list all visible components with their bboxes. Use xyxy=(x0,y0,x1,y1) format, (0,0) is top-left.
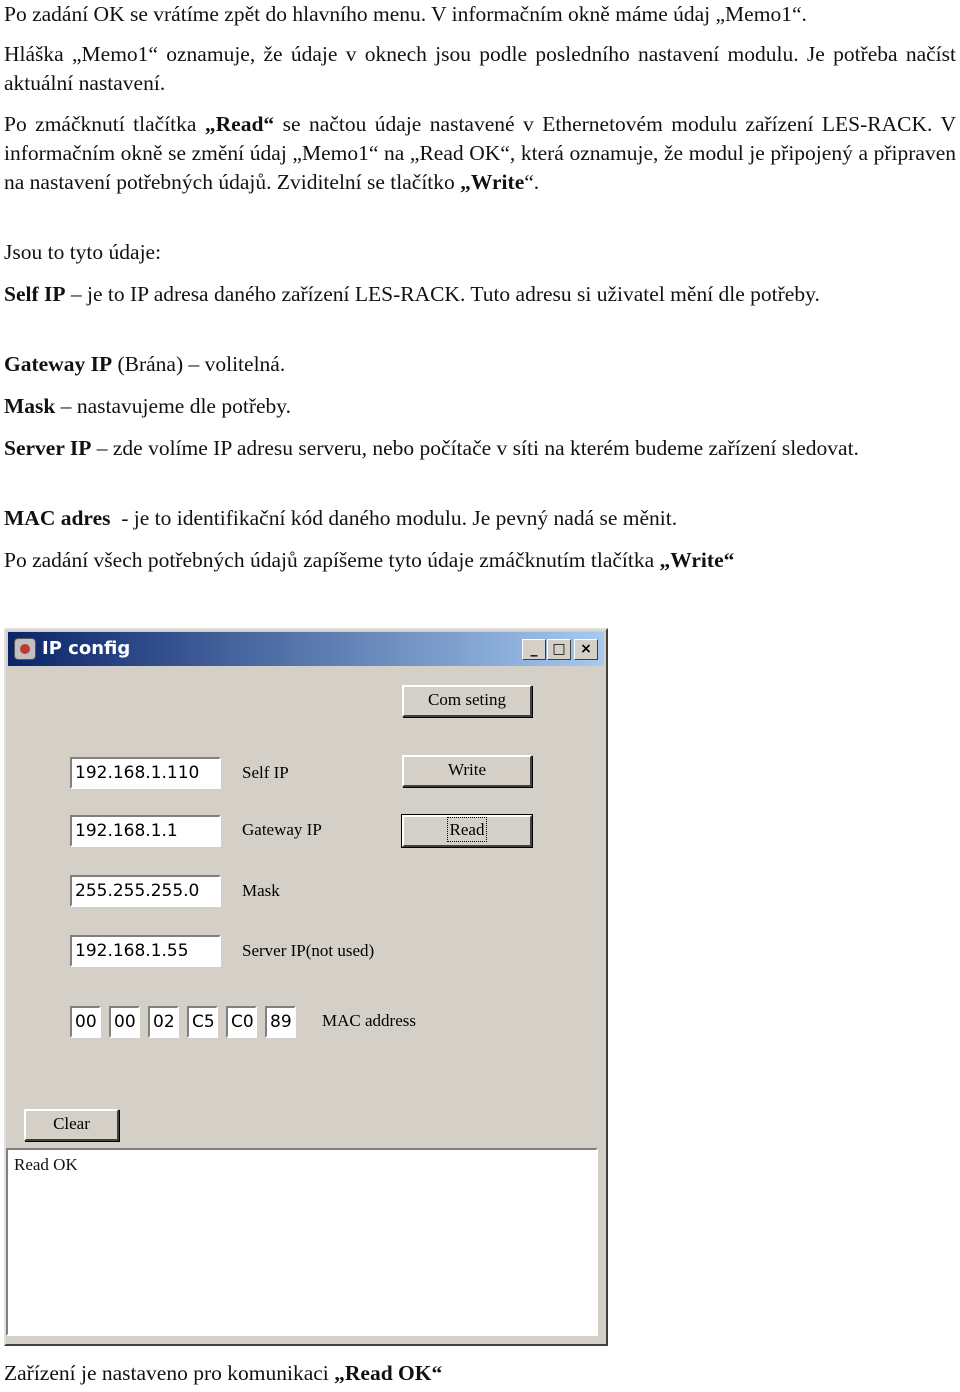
mask-label: Mask xyxy=(242,881,280,900)
paragraph-text: – nastavujeme dle potřeby. xyxy=(55,394,292,418)
status-memo[interactable] xyxy=(6,1148,598,1336)
memo-text: Read OK xyxy=(14,1155,78,1174)
term-server-ip: Server IP xyxy=(4,436,92,460)
caption xyxy=(4,1359,956,1388)
paragraph-text: Hláška „Memo1“ oznamuje, že údaje v oknech jsou podle posledního nastavení modulu. Je potřeba načíst aktuální nastavení. xyxy=(4,42,956,95)
mac-byte-4-input[interactable]: C5 xyxy=(187,1006,218,1038)
caption-text: Zařízení je nastaveno pro komunikaci xyxy=(4,1361,335,1385)
mac-address-label: MAC address xyxy=(322,1011,416,1030)
paragraph-text: Po zadání všech potřebných údajů zapíšeme tyto údaje zmáčknutím tlačítka xyxy=(4,548,660,572)
self-ip-input[interactable]: 192.168.1.110 xyxy=(70,757,221,789)
term-mask: Mask xyxy=(4,394,56,418)
paragraph-text: Po zadání OK se vrátíme zpět do hlavního menu. V informačním okně máme údaj „Memo1“. xyxy=(4,2,807,26)
paragraph-text: Jsou to tyto údaje: xyxy=(4,240,162,264)
paragraph-self-ip xyxy=(4,280,956,309)
term-mac: MAC adres xyxy=(4,506,111,530)
self-ip-label: Self IP xyxy=(242,763,289,782)
read-button[interactable] xyxy=(402,815,532,847)
term-gateway-ip: Gateway IP xyxy=(4,352,113,376)
paragraph-mask xyxy=(4,392,956,421)
paragraph-write xyxy=(4,546,956,575)
paragraph-4 xyxy=(4,238,956,267)
button-label: Read xyxy=(449,820,485,839)
paragraph-text: se načtou údaje nastavené v Ethernetovém modulu zařízení LES-RACK. V informačním okně se změní údaj „Memo1“ na „Read OK“, která oznamuje, že modul je připojený a připraven na nastavení potřebných údajů. Zviditelní se tlačítko xyxy=(4,112,957,194)
paragraph-2 xyxy=(4,40,956,98)
bold-write: „Write xyxy=(460,170,525,194)
button-label: Clear xyxy=(53,1114,90,1133)
paragraph-mac xyxy=(4,504,956,533)
paragraph-text: - je to identifikační kód daného modulu. Je pevný nadá se měnit. xyxy=(110,506,678,530)
paragraph-server-ip xyxy=(4,434,956,463)
app-icon[interactable] xyxy=(14,638,36,660)
minimize-button[interactable]: _ xyxy=(522,639,546,660)
window-title: IP config xyxy=(42,638,131,659)
write-button[interactable] xyxy=(402,755,532,787)
paragraph-text: (Brána) – volitelná. xyxy=(112,352,286,376)
mask-input[interactable]: 255.255.255.0 xyxy=(70,875,221,907)
paragraph-text: “. xyxy=(524,170,540,194)
mac-byte-3-input[interactable]: 02 xyxy=(148,1006,179,1038)
mac-byte-2-input[interactable]: 00 xyxy=(109,1006,140,1038)
server-ip-label: Server IP(not used) xyxy=(242,941,375,960)
term-self-ip: Self IP xyxy=(4,282,66,306)
bold-write: „Write“ xyxy=(659,548,735,572)
paragraph-gateway xyxy=(4,350,956,379)
com-seting-button[interactable] xyxy=(402,685,532,717)
paragraph-text: Po zmáčknutí tlačítka xyxy=(4,112,205,136)
close-button[interactable]: × xyxy=(574,639,598,660)
mac-byte-6-input[interactable]: 89 xyxy=(265,1006,296,1038)
gateway-ip-label: Gateway IP xyxy=(242,820,322,839)
title-bar[interactable] xyxy=(8,632,604,666)
button-label: Write xyxy=(447,760,487,779)
button-label: Com seting xyxy=(428,690,506,709)
mac-byte-5-input[interactable]: C0 xyxy=(226,1006,257,1038)
server-ip-input[interactable]: 192.168.1.55 xyxy=(70,935,221,967)
paragraph-text: – je to IP adresa daného zařízení LES-RACK. Tuto adresu si uživatel mění dle potřeby. xyxy=(65,282,820,306)
bold-read: „Read“ xyxy=(204,112,275,136)
maximize-button[interactable]: □ xyxy=(547,639,571,660)
paragraph-text: – zde volíme IP adresu serveru, nebo počítače v síti na kterém budeme zařízení sledovat. xyxy=(91,436,859,460)
paragraph-1 xyxy=(4,0,956,29)
gateway-ip-input[interactable]: 192.168.1.1 xyxy=(70,815,221,847)
mac-byte-1-input[interactable]: 00 xyxy=(70,1006,101,1038)
caption-bold: „Read OK“ xyxy=(334,1361,443,1385)
clear-button[interactable] xyxy=(24,1109,119,1141)
paragraph-3 xyxy=(4,110,956,197)
